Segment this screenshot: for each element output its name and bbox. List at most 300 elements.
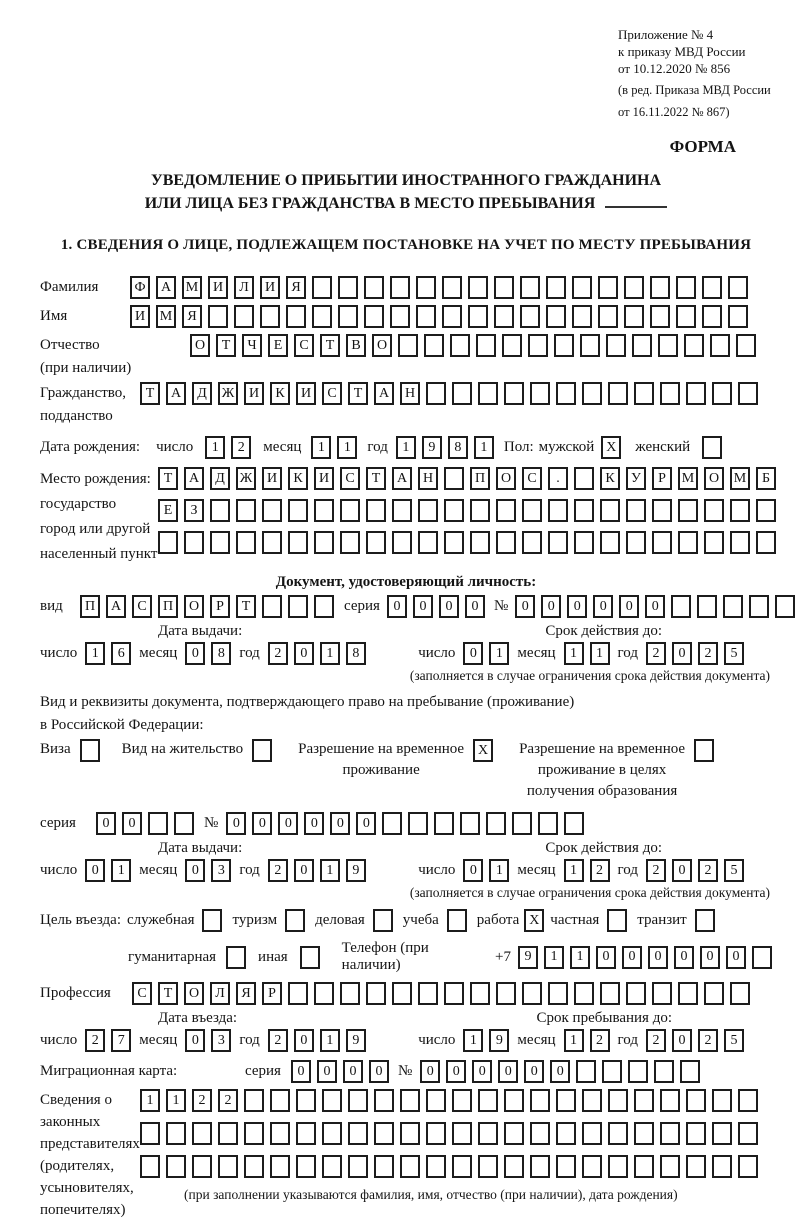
purpose-official-checkbox[interactable]	[202, 909, 222, 932]
char-cell[interactable]	[634, 1089, 654, 1112]
char-cell[interactable]	[140, 1122, 160, 1145]
char-cell[interactable]	[158, 531, 178, 554]
char-cell[interactable]	[444, 467, 464, 490]
char-cell[interactable]	[548, 982, 568, 1005]
char-cell[interactable]	[80, 739, 100, 762]
char-cell[interactable]: Ж	[218, 382, 238, 405]
char-cell[interactable]	[678, 982, 698, 1005]
surname-cells[interactable]	[130, 276, 748, 299]
rvp-issue-day-cells[interactable]	[85, 859, 131, 882]
char-cell[interactable]	[374, 1122, 394, 1145]
birth-month-cells[interactable]	[311, 436, 357, 459]
purpose-study-checkbox[interactable]	[447, 909, 467, 932]
char-cell[interactable]: О	[184, 595, 204, 618]
char-cell[interactable]: Д	[210, 467, 230, 490]
char-cell[interactable]	[728, 276, 748, 299]
char-cell[interactable]	[556, 382, 576, 405]
char-cell[interactable]	[738, 1122, 758, 1145]
char-cell[interactable]	[374, 1155, 394, 1178]
char-cell[interactable]: 0	[122, 812, 142, 835]
char-cell[interactable]: К	[288, 467, 308, 490]
char-cell[interactable]: 0	[515, 595, 535, 618]
char-cell[interactable]: Д	[192, 382, 212, 405]
char-cell[interactable]	[702, 276, 722, 299]
char-cell[interactable]: В	[346, 334, 366, 357]
char-cell[interactable]: 0	[463, 642, 483, 665]
char-cell[interactable]	[166, 1155, 186, 1178]
char-cell[interactable]	[416, 305, 436, 328]
char-cell[interactable]	[702, 305, 722, 328]
char-cell[interactable]: П	[158, 595, 178, 618]
char-cell[interactable]: X	[524, 909, 544, 932]
char-cell[interactable]	[468, 305, 488, 328]
char-cell[interactable]	[686, 1122, 706, 1145]
char-cell[interactable]	[660, 382, 680, 405]
patronymic-cells[interactable]	[190, 334, 756, 357]
char-cell[interactable]	[574, 499, 594, 522]
char-cell[interactable]	[686, 1155, 706, 1178]
char-cell[interactable]: 0	[304, 812, 324, 835]
char-cell[interactable]: Т	[140, 382, 160, 405]
entry-month-cells[interactable]	[185, 1029, 231, 1052]
char-cell[interactable]	[426, 1089, 446, 1112]
char-cell[interactable]: 2	[698, 1029, 718, 1052]
char-cell[interactable]: А	[184, 467, 204, 490]
char-cell[interactable]	[288, 499, 308, 522]
char-cell[interactable]: 0	[596, 946, 616, 969]
char-cell[interactable]	[252, 739, 272, 762]
char-cell[interactable]	[756, 499, 776, 522]
char-cell[interactable]	[504, 1089, 524, 1112]
char-cell[interactable]: 2	[698, 642, 718, 665]
char-cell[interactable]	[392, 982, 412, 1005]
char-cell[interactable]	[684, 334, 704, 357]
char-cell[interactable]	[426, 382, 446, 405]
char-cell[interactable]: 2	[192, 1089, 212, 1112]
char-cell[interactable]	[556, 1155, 576, 1178]
char-cell[interactable]	[624, 305, 644, 328]
char-cell[interactable]: Я	[236, 982, 256, 1005]
char-cell[interactable]	[314, 499, 334, 522]
char-cell[interactable]: 1	[489, 642, 509, 665]
residence-permit-checkbox[interactable]	[252, 739, 272, 762]
char-cell[interactable]	[338, 305, 358, 328]
char-cell[interactable]	[530, 1155, 550, 1178]
char-cell[interactable]: О	[372, 334, 392, 357]
char-cell[interactable]	[607, 909, 627, 932]
char-cell[interactable]	[626, 531, 646, 554]
char-cell[interactable]	[512, 812, 532, 835]
char-cell[interactable]: 1	[337, 436, 357, 459]
char-cell[interactable]: А	[166, 382, 186, 405]
char-cell[interactable]	[148, 812, 168, 835]
char-cell[interactable]: Ф	[130, 276, 150, 299]
char-cell[interactable]	[650, 305, 670, 328]
char-cell[interactable]	[364, 305, 384, 328]
char-cell[interactable]	[756, 531, 776, 554]
char-cell[interactable]: 9	[422, 436, 442, 459]
char-cell[interactable]: 0	[317, 1060, 337, 1083]
char-cell[interactable]	[382, 812, 402, 835]
char-cell[interactable]	[678, 499, 698, 522]
issue-day-cells[interactable]	[85, 642, 131, 665]
char-cell[interactable]: 1	[544, 946, 564, 969]
char-cell[interactable]	[392, 531, 412, 554]
char-cell[interactable]: 6	[111, 642, 131, 665]
char-cell[interactable]: 2	[590, 859, 610, 882]
char-cell[interactable]: Т	[366, 467, 386, 490]
char-cell[interactable]: 2	[268, 859, 288, 882]
stay-year-cells[interactable]	[646, 1029, 744, 1052]
char-cell[interactable]: М	[730, 467, 750, 490]
phone-cells[interactable]	[518, 946, 772, 969]
char-cell[interactable]: 0	[645, 595, 665, 618]
char-cell[interactable]	[598, 305, 618, 328]
birth-place-cells-row3[interactable]	[158, 531, 776, 554]
char-cell[interactable]	[600, 531, 620, 554]
char-cell[interactable]: 1	[474, 436, 494, 459]
char-cell[interactable]	[728, 305, 748, 328]
char-cell[interactable]	[730, 531, 750, 554]
char-cell[interactable]	[572, 276, 592, 299]
char-cell[interactable]: 0	[252, 812, 272, 835]
char-cell[interactable]: Р	[652, 467, 672, 490]
char-cell[interactable]	[452, 382, 472, 405]
char-cell[interactable]: А	[156, 276, 176, 299]
char-cell[interactable]	[470, 982, 490, 1005]
char-cell[interactable]: 0	[413, 595, 433, 618]
char-cell[interactable]: 0	[619, 595, 639, 618]
char-cell[interactable]	[426, 1155, 446, 1178]
entry-day-cells[interactable]	[85, 1029, 131, 1052]
char-cell[interactable]	[582, 1155, 602, 1178]
rvp-expiry-month-cells[interactable]	[564, 859, 610, 882]
char-cell[interactable]: 0	[726, 946, 746, 969]
char-cell[interactable]	[660, 1155, 680, 1178]
char-cell[interactable]	[460, 812, 480, 835]
stay-month-cells[interactable]	[564, 1029, 610, 1052]
char-cell[interactable]: Т	[348, 382, 368, 405]
char-cell[interactable]	[322, 1089, 342, 1112]
char-cell[interactable]	[210, 499, 230, 522]
char-cell[interactable]	[652, 531, 672, 554]
char-cell[interactable]	[749, 595, 769, 618]
char-cell[interactable]	[556, 1122, 576, 1145]
char-cell[interactable]: 0	[672, 1029, 692, 1052]
char-cell[interactable]: 0	[294, 1029, 314, 1052]
char-cell[interactable]	[208, 305, 228, 328]
char-cell[interactable]: 2	[646, 642, 666, 665]
char-cell[interactable]	[671, 595, 691, 618]
char-cell[interactable]: Л	[234, 276, 254, 299]
char-cell[interactable]	[364, 276, 384, 299]
char-cell[interactable]: 8	[448, 436, 468, 459]
doc-number-cells[interactable]	[515, 595, 795, 618]
char-cell[interactable]: 0	[550, 1060, 570, 1083]
char-cell[interactable]: 0	[463, 859, 483, 882]
char-cell[interactable]	[676, 305, 696, 328]
char-cell[interactable]	[496, 982, 516, 1005]
char-cell[interactable]: 5	[724, 859, 744, 882]
char-cell[interactable]	[366, 982, 386, 1005]
char-cell[interactable]: Е	[158, 499, 178, 522]
char-cell[interactable]	[680, 1060, 700, 1083]
char-cell[interactable]: С	[322, 382, 342, 405]
char-cell[interactable]: .	[548, 467, 568, 490]
temp-residence-edu-checkbox[interactable]	[694, 739, 714, 762]
birth-year-cells[interactable]	[396, 436, 494, 459]
char-cell[interactable]: 0	[465, 595, 485, 618]
purpose-humanitarian-checkbox[interactable]	[226, 946, 246, 969]
char-cell[interactable]	[288, 982, 308, 1005]
char-cell[interactable]	[444, 531, 464, 554]
char-cell[interactable]	[632, 334, 652, 357]
char-cell[interactable]: С	[132, 595, 152, 618]
char-cell[interactable]	[634, 1155, 654, 1178]
char-cell[interactable]	[546, 305, 566, 328]
char-cell[interactable]	[626, 982, 646, 1005]
char-cell[interactable]	[218, 1155, 238, 1178]
char-cell[interactable]	[496, 531, 516, 554]
char-cell[interactable]	[730, 499, 750, 522]
char-cell[interactable]: Т	[320, 334, 340, 357]
char-cell[interactable]	[702, 436, 722, 459]
char-cell[interactable]	[234, 305, 254, 328]
char-cell[interactable]	[580, 334, 600, 357]
char-cell[interactable]	[312, 276, 332, 299]
char-cell[interactable]	[582, 382, 602, 405]
char-cell[interactable]	[452, 1155, 472, 1178]
char-cell[interactable]	[288, 595, 308, 618]
char-cell[interactable]	[468, 276, 488, 299]
char-cell[interactable]: А	[392, 467, 412, 490]
char-cell[interactable]	[775, 595, 795, 618]
char-cell[interactable]	[296, 1155, 316, 1178]
char-cell[interactable]	[478, 382, 498, 405]
char-cell[interactable]	[236, 499, 256, 522]
char-cell[interactable]: 1	[570, 946, 590, 969]
char-cell[interactable]	[184, 531, 204, 554]
mc-series-cells[interactable]	[291, 1060, 389, 1083]
char-cell[interactable]: 2	[646, 859, 666, 882]
char-cell[interactable]	[244, 1089, 264, 1112]
char-cell[interactable]	[300, 946, 320, 969]
char-cell[interactable]	[600, 499, 620, 522]
purpose-tourism-checkbox[interactable]	[285, 909, 305, 932]
char-cell[interactable]	[634, 382, 654, 405]
char-cell[interactable]: 1	[396, 436, 416, 459]
char-cell[interactable]	[244, 1122, 264, 1145]
char-cell[interactable]: Л	[210, 982, 230, 1005]
char-cell[interactable]	[226, 946, 246, 969]
char-cell[interactable]: 0	[226, 812, 246, 835]
char-cell[interactable]: Т	[236, 595, 256, 618]
char-cell[interactable]	[262, 595, 282, 618]
char-cell[interactable]: X	[473, 739, 493, 762]
char-cell[interactable]	[390, 276, 410, 299]
char-cell[interactable]: 0	[185, 1029, 205, 1052]
rvp-series-cells[interactable]	[96, 812, 194, 835]
purpose-business-checkbox[interactable]	[373, 909, 393, 932]
char-cell[interactable]: 1	[590, 642, 610, 665]
char-cell[interactable]: Т	[216, 334, 236, 357]
char-cell[interactable]: С	[132, 982, 152, 1005]
char-cell[interactable]	[504, 1155, 524, 1178]
citizenship-cells[interactable]	[140, 382, 758, 405]
char-cell[interactable]	[434, 812, 454, 835]
char-cell[interactable]	[723, 595, 743, 618]
profession-cells[interactable]	[132, 982, 750, 1005]
char-cell[interactable]	[262, 499, 282, 522]
char-cell[interactable]	[730, 982, 750, 1005]
char-cell[interactable]: 8	[346, 642, 366, 665]
char-cell[interactable]: 9	[346, 859, 366, 882]
char-cell[interactable]: 1	[166, 1089, 186, 1112]
char-cell[interactable]	[192, 1122, 212, 1145]
char-cell[interactable]	[564, 812, 584, 835]
char-cell[interactable]	[496, 499, 516, 522]
char-cell[interactable]	[374, 1089, 394, 1112]
char-cell[interactable]	[556, 1089, 576, 1112]
issue-year-cells[interactable]	[268, 642, 366, 665]
char-cell[interactable]: И	[244, 382, 264, 405]
char-cell[interactable]: 0	[567, 595, 587, 618]
char-cell[interactable]: 0	[420, 1060, 440, 1083]
char-cell[interactable]	[366, 531, 386, 554]
char-cell[interactable]	[218, 1122, 238, 1145]
char-cell[interactable]: 0	[369, 1060, 389, 1083]
char-cell[interactable]: 0	[291, 1060, 311, 1083]
char-cell[interactable]: 2	[268, 1029, 288, 1052]
char-cell[interactable]	[418, 531, 438, 554]
female-checkbox[interactable]	[702, 436, 722, 459]
char-cell[interactable]	[608, 1122, 628, 1145]
char-cell[interactable]: 0	[472, 1060, 492, 1083]
char-cell[interactable]	[676, 276, 696, 299]
char-cell[interactable]	[314, 531, 334, 554]
char-cell[interactable]: 7	[111, 1029, 131, 1052]
char-cell[interactable]	[296, 1122, 316, 1145]
char-cell[interactable]	[322, 1155, 342, 1178]
char-cell[interactable]: 2	[698, 859, 718, 882]
char-cell[interactable]	[340, 499, 360, 522]
char-cell[interactable]	[504, 382, 524, 405]
char-cell[interactable]: 1	[140, 1089, 160, 1112]
char-cell[interactable]	[530, 1122, 550, 1145]
char-cell[interactable]	[338, 276, 358, 299]
char-cell[interactable]: 9	[489, 1029, 509, 1052]
char-cell[interactable]	[652, 499, 672, 522]
char-cell[interactable]	[444, 982, 464, 1005]
char-cell[interactable]: Е	[268, 334, 288, 357]
char-cell[interactable]	[538, 812, 558, 835]
char-cell[interactable]: 5	[724, 642, 744, 665]
char-cell[interactable]	[236, 531, 256, 554]
char-cell[interactable]	[202, 909, 222, 932]
char-cell[interactable]: И	[262, 467, 282, 490]
purpose-private-checkbox[interactable]	[607, 909, 627, 932]
char-cell[interactable]	[390, 305, 410, 328]
char-cell[interactable]	[140, 1155, 160, 1178]
char-cell[interactable]: И	[208, 276, 228, 299]
char-cell[interactable]: С	[522, 467, 542, 490]
char-cell[interactable]	[262, 531, 282, 554]
char-cell[interactable]: 5	[724, 1029, 744, 1052]
char-cell[interactable]	[574, 531, 594, 554]
char-cell[interactable]	[340, 982, 360, 1005]
expiry-year-cells[interactable]	[646, 642, 744, 665]
char-cell[interactable]: X	[601, 436, 621, 459]
char-cell[interactable]: А	[106, 595, 126, 618]
char-cell[interactable]	[270, 1122, 290, 1145]
char-cell[interactable]	[478, 1122, 498, 1145]
char-cell[interactable]	[650, 276, 670, 299]
char-cell[interactable]	[602, 1060, 622, 1083]
char-cell[interactable]	[660, 1089, 680, 1112]
char-cell[interactable]	[697, 595, 717, 618]
mc-number-cells[interactable]	[420, 1060, 700, 1083]
char-cell[interactable]: И	[260, 276, 280, 299]
char-cell[interactable]	[626, 499, 646, 522]
char-cell[interactable]: 1	[111, 859, 131, 882]
char-cell[interactable]: 0	[439, 595, 459, 618]
char-cell[interactable]	[452, 1122, 472, 1145]
char-cell[interactable]	[398, 334, 418, 357]
char-cell[interactable]: Я	[182, 305, 202, 328]
char-cell[interactable]	[442, 276, 462, 299]
char-cell[interactable]	[400, 1122, 420, 1145]
char-cell[interactable]: 0	[294, 859, 314, 882]
char-cell[interactable]	[192, 1155, 212, 1178]
char-cell[interactable]: 0	[672, 642, 692, 665]
entry-year-cells[interactable]	[268, 1029, 366, 1052]
char-cell[interactable]: 1	[489, 859, 509, 882]
char-cell[interactable]	[652, 982, 672, 1005]
char-cell[interactable]: 2	[268, 642, 288, 665]
char-cell[interactable]	[548, 499, 568, 522]
char-cell[interactable]: 0	[85, 859, 105, 882]
char-cell[interactable]	[408, 812, 428, 835]
doc-series-cells[interactable]	[387, 595, 485, 618]
char-cell[interactable]	[478, 1155, 498, 1178]
char-cell[interactable]	[478, 1089, 498, 1112]
char-cell[interactable]: Р	[210, 595, 230, 618]
char-cell[interactable]	[426, 1122, 446, 1145]
char-cell[interactable]: 1	[564, 1029, 584, 1052]
char-cell[interactable]: 0	[674, 946, 694, 969]
char-cell[interactable]: 2	[85, 1029, 105, 1052]
char-cell[interactable]: 0	[96, 812, 116, 835]
char-cell[interactable]	[654, 1060, 674, 1083]
char-cell[interactable]	[686, 382, 706, 405]
char-cell[interactable]: Н	[400, 382, 420, 405]
char-cell[interactable]	[322, 1122, 342, 1145]
char-cell[interactable]: 0	[446, 1060, 466, 1083]
char-cell[interactable]: 8	[211, 642, 231, 665]
char-cell[interactable]	[447, 909, 467, 932]
char-cell[interactable]	[450, 334, 470, 357]
char-cell[interactable]	[738, 1089, 758, 1112]
char-cell[interactable]	[286, 305, 306, 328]
char-cell[interactable]	[486, 812, 506, 835]
char-cell[interactable]: 3	[211, 1029, 231, 1052]
char-cell[interactable]	[574, 467, 594, 490]
char-cell[interactable]	[712, 1122, 732, 1145]
purpose-other-checkbox[interactable]	[300, 946, 320, 969]
char-cell[interactable]: 0	[330, 812, 350, 835]
char-cell[interactable]	[704, 982, 724, 1005]
char-cell[interactable]	[494, 305, 514, 328]
